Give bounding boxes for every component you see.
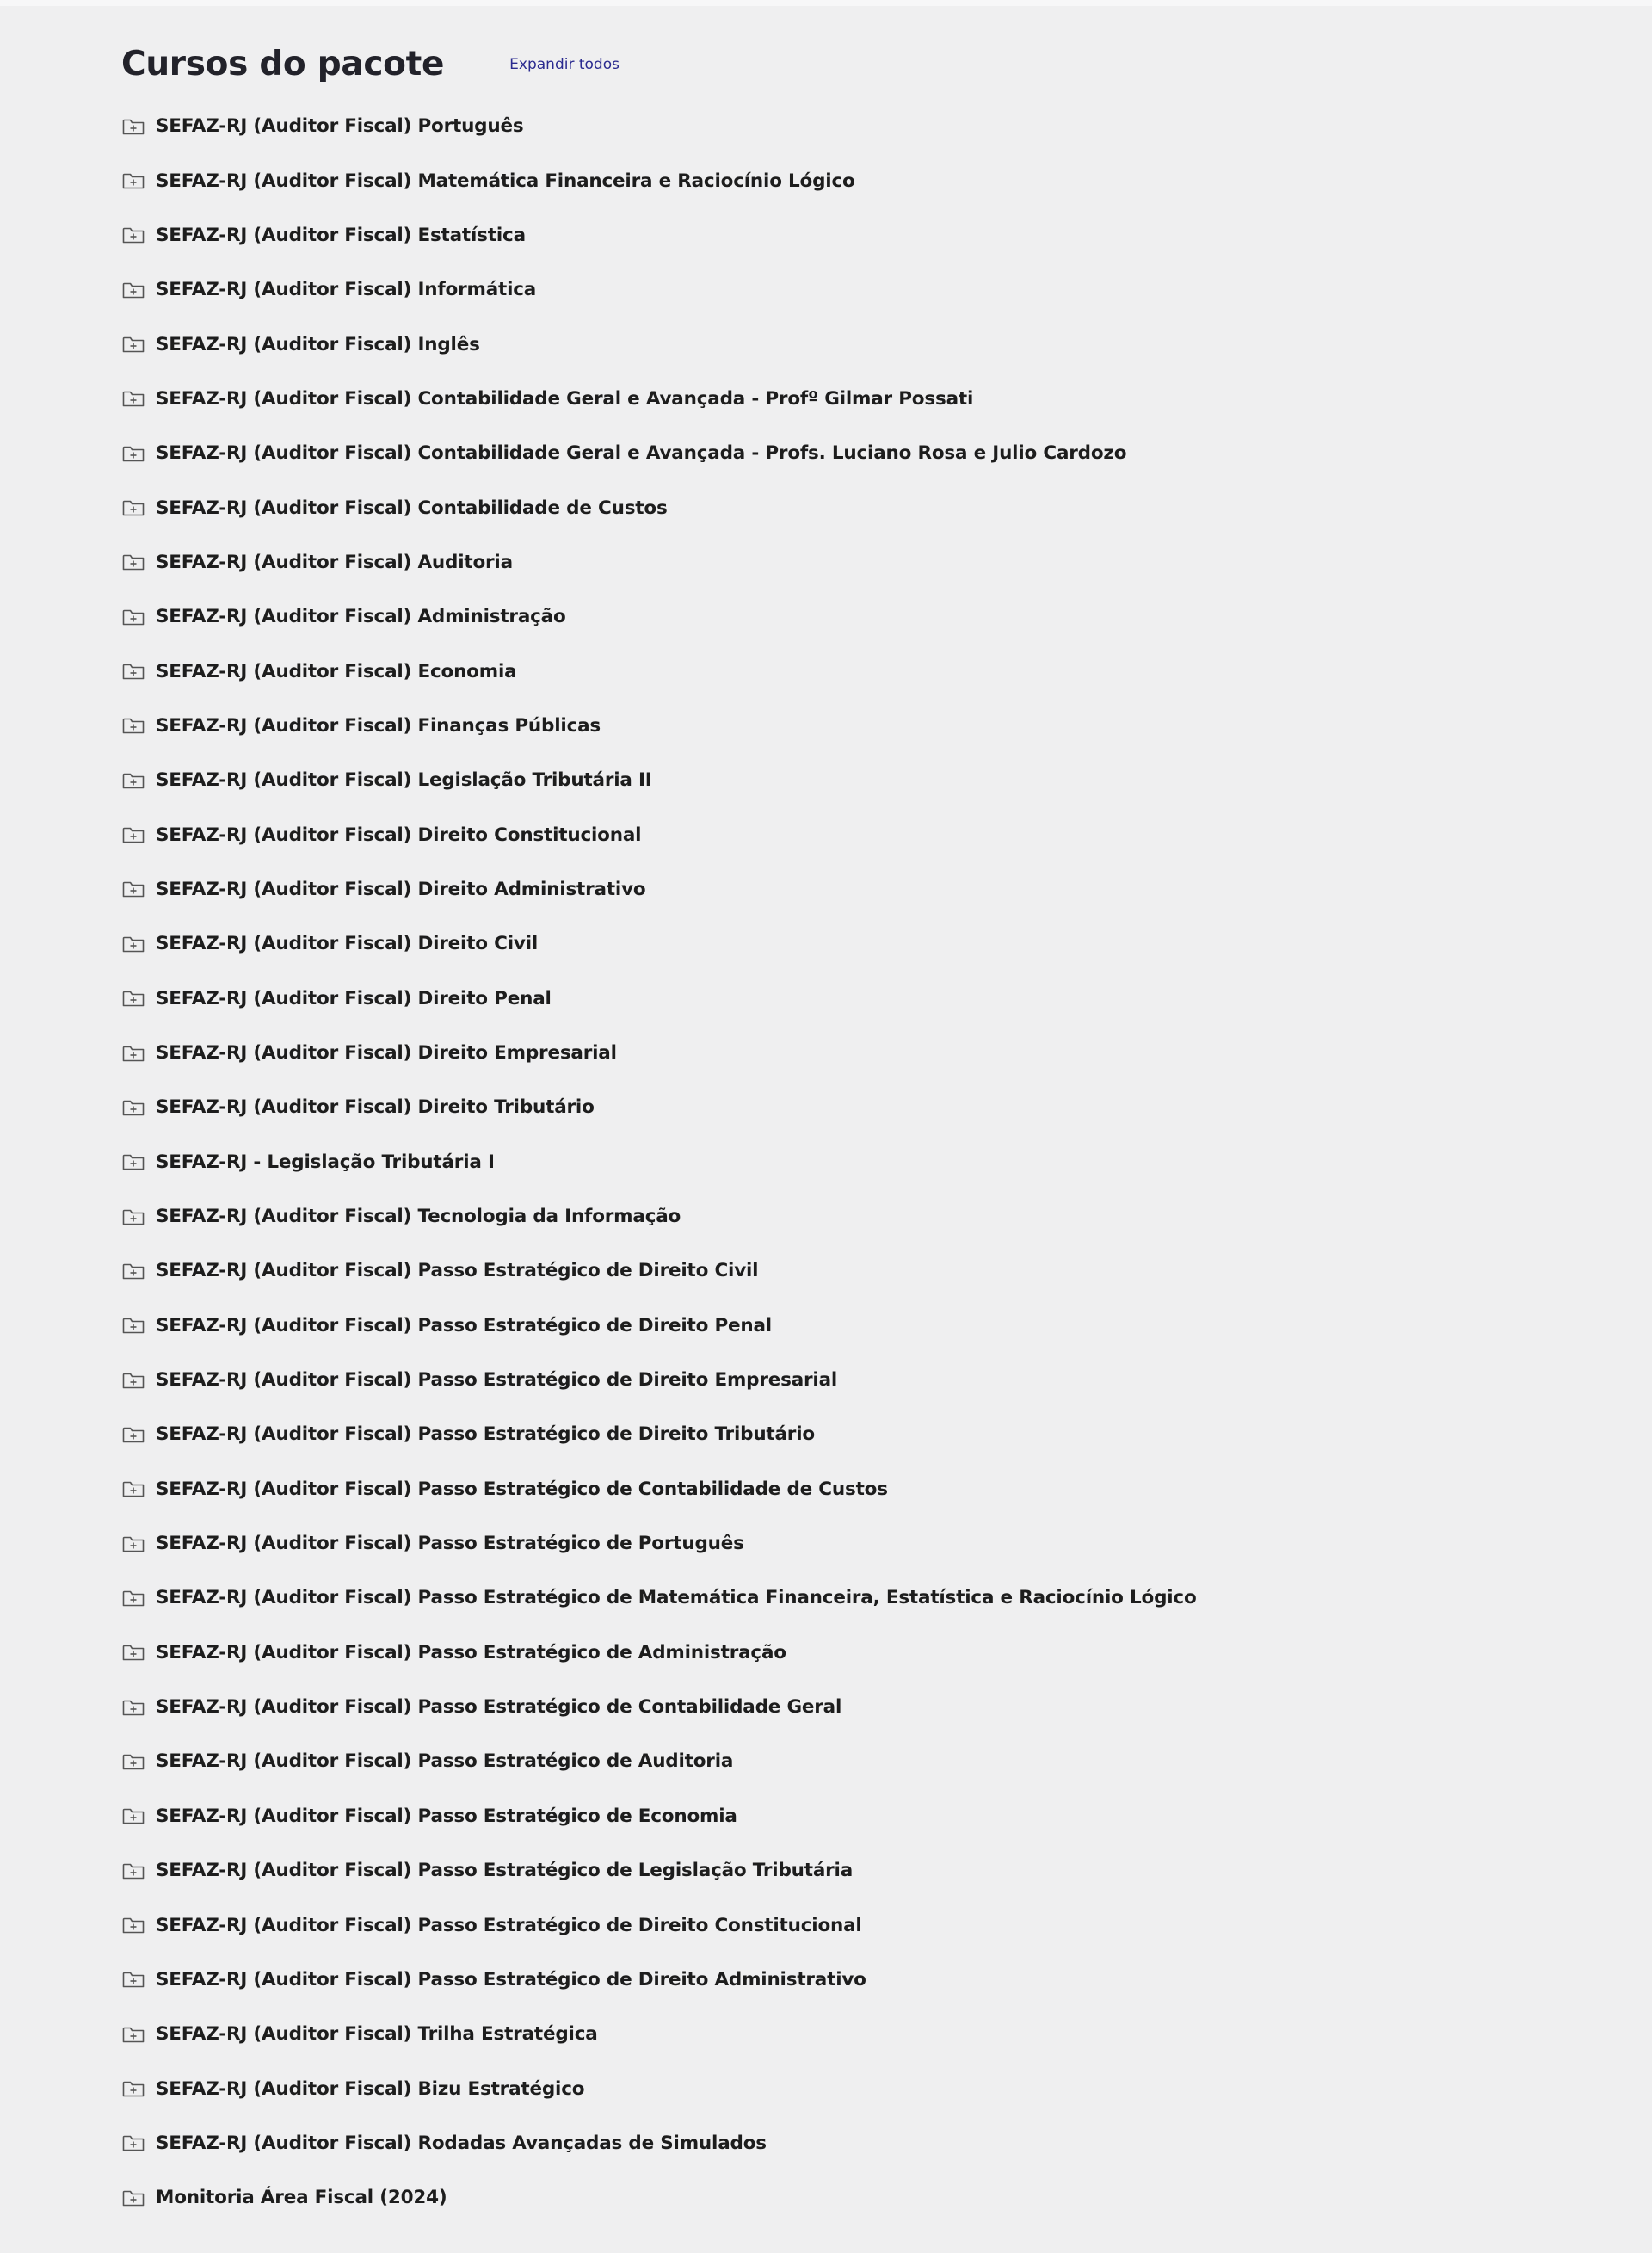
course-item[interactable]	[121, 1953, 1197, 2007]
course-label: SEFAZ-RJ (Auditor Fiscal) Administração	[156, 606, 566, 628]
course-label: SEFAZ-RJ (Auditor Fiscal) Bizu Estratégico	[156, 2077, 585, 2100]
course-item[interactable]	[121, 1571, 1197, 1625]
course-label: SEFAZ-RJ (Auditor Fiscal) Matemática Financeira e Raciocínio Lógico	[156, 170, 855, 192]
course-label: SEFAZ-RJ (Auditor Fiscal) Estatística	[156, 224, 526, 246]
course-item[interactable]	[121, 862, 1197, 917]
course-label: SEFAZ-RJ - Legislação Tributária I	[156, 1151, 495, 1173]
folder-plus-icon	[121, 607, 145, 627]
course-label: SEFAZ-RJ (Auditor Fiscal) Direito Empresarial	[156, 1042, 617, 1065]
course-item[interactable]	[121, 1734, 1197, 1788]
course-label: SEFAZ-RJ (Auditor Fiscal) Passo Estratégico de Administração	[156, 1641, 786, 1664]
course-item[interactable]	[121, 1898, 1197, 1952]
folder-plus-icon	[121, 1261, 145, 1281]
course-item[interactable]	[121, 1626, 1197, 1680]
course-label: SEFAZ-RJ (Auditor Fiscal) Trilha Estratégica	[156, 2023, 598, 2046]
top-strip	[0, 0, 1652, 6]
course-label: SEFAZ-RJ (Auditor Fiscal) Contabilidade Geral e Avançada - Profº Gilmar Possati	[156, 387, 974, 410]
course-label: SEFAZ-RJ (Auditor Fiscal) Economia	[156, 660, 517, 682]
course-item[interactable]	[121, 1080, 1197, 1134]
folder-plus-icon	[121, 334, 145, 355]
course-label: SEFAZ-RJ (Auditor Fiscal) Português	[156, 115, 524, 138]
course-item[interactable]	[121, 99, 1197, 153]
course-label: SEFAZ-RJ (Auditor Fiscal) Direito Civil	[156, 933, 539, 955]
folder-plus-icon	[121, 170, 145, 191]
course-item[interactable]	[121, 2170, 1197, 2225]
course-label: SEFAZ-RJ (Auditor Fiscal) Contabilidade de Custos	[156, 497, 668, 519]
course-label: SEFAZ-RJ (Auditor Fiscal) Contabilidade Geral e Avançada - Profs. Luciano Rosa e Julio Cardozo	[156, 442, 1127, 465]
folder-plus-icon	[121, 715, 145, 736]
folder-plus-icon	[121, 388, 145, 409]
course-item[interactable]	[121, 1462, 1197, 1516]
course-item[interactable]	[121, 1026, 1197, 1080]
course-item[interactable]	[121, 807, 1197, 861]
course-label: SEFAZ-RJ (Auditor Fiscal) Passo Estratégico de Contabilidade de Custos	[156, 1478, 888, 1500]
course-item[interactable]	[121, 153, 1197, 207]
course-item[interactable]	[121, 208, 1197, 262]
folder-plus-icon	[121, 1043, 145, 1064]
folder-plus-icon	[121, 1697, 145, 1718]
folder-plus-icon	[121, 1478, 145, 1499]
course-item[interactable]	[121, 535, 1197, 589]
folder-plus-icon	[121, 1097, 145, 1118]
course-label: SEFAZ-RJ (Auditor Fiscal) Passo Estratégico de Direito Tributário	[156, 1423, 815, 1446]
folder-plus-icon	[121, 1370, 145, 1391]
course-item[interactable]	[121, 644, 1197, 698]
folder-plus-icon	[121, 1642, 145, 1663]
folder-plus-icon	[121, 1534, 145, 1554]
folder-plus-icon	[121, 2188, 145, 2208]
course-item[interactable]	[121, 1135, 1197, 1189]
course-label: SEFAZ-RJ (Auditor Fiscal) Informática	[156, 279, 537, 301]
course-label: SEFAZ-RJ (Auditor Fiscal) Direito Penal	[156, 987, 552, 1009]
course-item[interactable]	[121, 1789, 1197, 1843]
folder-plus-icon	[121, 1751, 145, 1772]
course-label: SEFAZ-RJ (Auditor Fiscal) Direito Constitucional	[156, 824, 642, 846]
folder-plus-icon	[121, 1969, 145, 1990]
folder-plus-icon	[121, 988, 145, 1009]
folder-plus-icon	[121, 497, 145, 518]
folder-plus-icon	[121, 1207, 145, 1227]
folder-plus-icon	[121, 116, 145, 137]
course-item[interactable]	[121, 480, 1197, 534]
course-item[interactable]	[121, 372, 1197, 426]
course-label: SEFAZ-RJ (Auditor Fiscal) Passo Estratégico de Matemática Financeira, Estatística e Raciocínio Lógico	[156, 1587, 1197, 1609]
course-label: SEFAZ-RJ (Auditor Fiscal) Inglês	[156, 333, 480, 355]
course-label: SEFAZ-RJ (Auditor Fiscal) Finanças Públicas	[156, 714, 601, 737]
folder-plus-icon	[121, 1861, 145, 1881]
course-label: SEFAZ-RJ (Auditor Fiscal) Passo Estratégico de Direito Administrativo	[156, 1968, 866, 1991]
course-list	[121, 99, 1197, 2225]
course-item[interactable]	[121, 1407, 1197, 1461]
course-label: SEFAZ-RJ (Auditor Fiscal) Passo Estratégico de Direito Civil	[156, 1260, 759, 1282]
course-item[interactable]	[121, 2116, 1197, 2170]
course-item[interactable]	[121, 1244, 1197, 1298]
section-header	[121, 40, 620, 90]
course-item[interactable]	[121, 317, 1197, 371]
course-item[interactable]	[121, 262, 1197, 317]
expand-all-link[interactable]: Expandir todos	[509, 56, 620, 73]
course-item[interactable]	[121, 426, 1197, 480]
folder-plus-icon	[121, 879, 145, 899]
folder-plus-icon	[121, 280, 145, 300]
course-label: Monitoria Área Fiscal (2024)	[156, 2187, 447, 2209]
folder-plus-icon	[121, 770, 145, 791]
course-label: SEFAZ-RJ (Auditor Fiscal) Auditoria	[156, 551, 513, 573]
folder-plus-icon	[121, 1315, 145, 1336]
folder-plus-icon	[121, 2024, 145, 2045]
folder-plus-icon	[121, 1915, 145, 1935]
folder-plus-icon	[121, 1588, 145, 1608]
course-label: SEFAZ-RJ (Auditor Fiscal) Legislação Tributária II	[156, 769, 652, 792]
course-label: SEFAZ-RJ (Auditor Fiscal) Passo Estratégico de Auditoria	[156, 1750, 734, 1773]
folder-plus-icon	[121, 824, 145, 845]
course-item[interactable]	[121, 1680, 1197, 1734]
folder-plus-icon	[121, 2133, 145, 2153]
course-item[interactable]	[121, 1299, 1197, 1353]
folder-plus-icon	[121, 1805, 145, 1826]
course-label: SEFAZ-RJ (Auditor Fiscal) Passo Estratégico de Legislação Tributária	[156, 1860, 854, 1882]
folder-plus-icon	[121, 661, 145, 682]
folder-plus-icon	[121, 934, 145, 954]
course-label: SEFAZ-RJ (Auditor Fiscal) Rodadas Avançadas de Simulados	[156, 2132, 767, 2154]
course-label: SEFAZ-RJ (Auditor Fiscal) Passo Estratégico de Contabilidade Geral	[156, 1696, 842, 1719]
course-label: SEFAZ-RJ (Auditor Fiscal) Passo Estratégico de Português	[156, 1533, 744, 1555]
course-item[interactable]	[121, 699, 1197, 753]
course-label: SEFAZ-RJ (Auditor Fiscal) Passo Estratégico de Economia	[156, 1805, 737, 1827]
course-item[interactable]	[121, 2007, 1197, 2061]
course-label: SEFAZ-RJ (Auditor Fiscal) Tecnologia da Informação	[156, 1206, 681, 1228]
course-item[interactable]	[121, 2061, 1197, 2115]
course-item[interactable]	[121, 753, 1197, 807]
course-item[interactable]	[121, 589, 1197, 644]
course-label: SEFAZ-RJ (Auditor Fiscal) Passo Estratégico de Direito Penal	[156, 1314, 772, 1336]
course-label: SEFAZ-RJ (Auditor Fiscal) Passo Estratégico de Direito Constitucional	[156, 1914, 862, 1936]
folder-plus-icon	[121, 1424, 145, 1445]
course-item[interactable]	[121, 972, 1197, 1026]
course-label: SEFAZ-RJ (Auditor Fiscal) Direito Tributário	[156, 1096, 595, 1119]
course-label: SEFAZ-RJ (Auditor Fiscal) Passo Estratégico de Direito Empresarial	[156, 1369, 838, 1392]
course-item[interactable]	[121, 1189, 1197, 1244]
folder-plus-icon	[121, 225, 145, 245]
course-item[interactable]	[121, 1353, 1197, 1407]
folder-plus-icon	[121, 443, 145, 464]
page-title: Cursos do pacote	[121, 45, 445, 83]
course-item[interactable]	[121, 1843, 1197, 1898]
folder-plus-icon	[121, 552, 145, 572]
course-item[interactable]	[121, 917, 1197, 971]
course-item[interactable]	[121, 1516, 1197, 1571]
folder-plus-icon	[121, 2078, 145, 2099]
folder-plus-icon	[121, 1151, 145, 1172]
course-label: SEFAZ-RJ (Auditor Fiscal) Direito Administrativo	[156, 878, 646, 900]
